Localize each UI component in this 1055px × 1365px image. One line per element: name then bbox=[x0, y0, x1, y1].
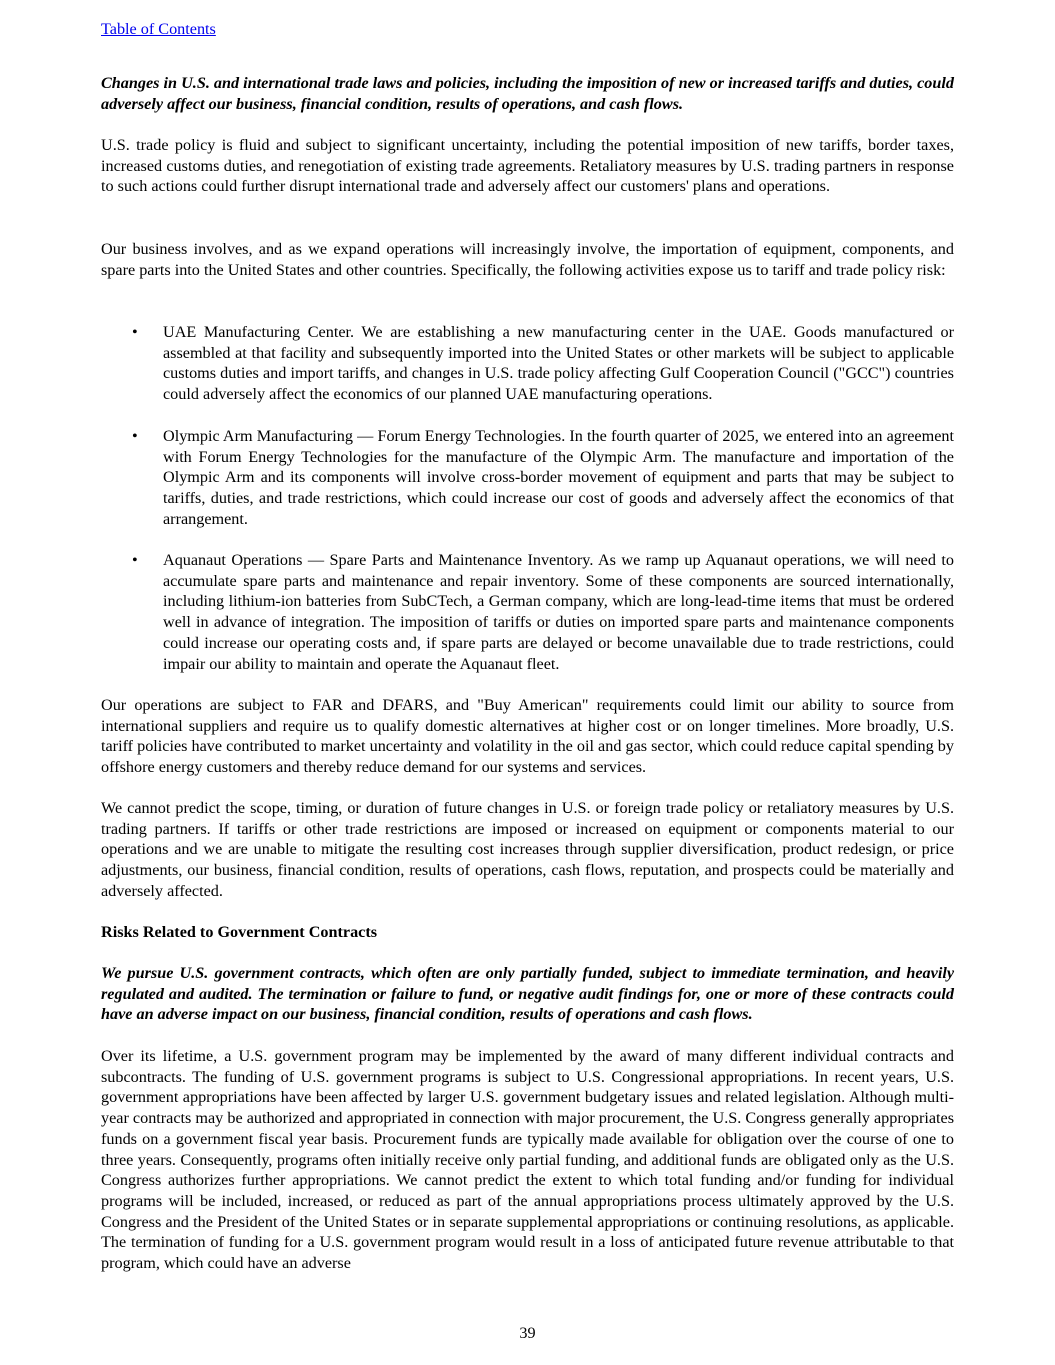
government-contracts-heading: We pursue U.S. government contracts, which often are only partially funded, subject to immediate termination, and heavily regulated and audited. The termination or failure to fund, or negative audit findings for, one or more of these contracts could have an adverse impact on our business, financial condition, results of operations and cash flows. bbox=[101, 964, 954, 1024]
bullet-icon: • bbox=[132, 551, 138, 569]
government-contracts-section-title: Risks Related to Government Contracts bbox=[101, 923, 378, 941]
table-of-contents-link[interactable]: Table of Contents bbox=[101, 20, 216, 38]
government-program-paragraph: Over its lifetime, a U.S. government program may be implemented by the award of many different individual contracts and subcontracts. The funding of U.S. government programs is subject to U.S. Congressional appropriations. In recent years, U.S. government appropriations have been affected by larger U.S. government budgetary issues and related legislation. Although multi-year contracts may be authorized and appropriated in connection with major procurement, the U.S. Congress generally appropriates funds on a government fiscal year basis. Procurement funds are typically made available for obligation over the course of one to three years. Consequently, programs often initially receive only partial funding, and additional funds are obligated only as the U.S. Congress authorizes further appropriations. We cannot predict the extent to which total funding and/or funding for individual programs will be included, increased, or reduced as part of the annual appropriations process ultimately approved by the U.S. Congress and the President of the United States or in separate supplemental appropriations or continuing resolutions, as applicable. The termination of funding for a U.S. government program would result in a loss of anticipated future revenue attributable to that program, which could have an adverse bbox=[101, 1047, 954, 1273]
bullet-icon: • bbox=[132, 323, 138, 341]
trade-outlook-paragraph: We cannot predict the scope, timing, or duration of future changes in U.S. or foreign trade policy or retaliatory measures by U.S. trading partners. If tariffs or other trade restrictions are imposed or increased on equipment or components material to our operations and we are unable to mitigate the resulting cost increases through supplier diversification, product redesign, or price adjustments, our business, financial condition, results of operations, cash flows, reputation, and prospects could be materially and adversely affected. bbox=[101, 799, 954, 900]
page-number: 39 bbox=[519, 1324, 536, 1342]
trade-risk-heading: Changes in U.S. and international trade laws and policies, including the imposition of new or increased tariffs and duties, could adversely affect our business, financial condition, results of operations, and cash flows. bbox=[101, 74, 954, 113]
bullet-icon: • bbox=[132, 427, 138, 445]
trade-policy-paragraph: U.S. trade policy is fluid and subject to significant uncertainty, including the potential imposition of new tariffs, border taxes, increased customs duties, and renegotiation of existing trade agreements. Retaliatory measures by U.S. trading partners in response to such actions could further disrupt international trade and adversely affect our customers' plans and operations. bbox=[101, 136, 954, 196]
bullet-text: UAE Manufacturing Center. We are establishing a new manufacturing center in the UAE. Goods manufactured or assembled at that facility and subsequently imported into the United States or other markets will be subject to applicable customs duties and import tariffs, and changes in U.S. trade policy affecting Gulf Cooperation Council ("GCC") countries could adversely affect the economics of our planned UAE manufacturing operations. bbox=[163, 323, 954, 404]
importation-paragraph: Our business involves, and as we expand operations will increasingly involve, the importation of equipment, components, and spare parts into the United States and other countries. Specifically, the following activities expose us to tariff and trade policy risk: bbox=[101, 240, 954, 279]
far-dfars-paragraph: Our operations are subject to FAR and DFARS, and "Buy American" requirements could limit our ability to source from international suppliers and require us to qualify domestic alternatives at higher cost or on longer timelines. More broadly, U.S. tariff policies have contributed to market uncertainty and volatility in the oil and gas sector, which could reduce capital spending by offshore energy customers and thereby reduce demand for our systems and services. bbox=[101, 696, 954, 777]
bullet-text: Olympic Arm Manufacturing — Forum Energy Technologies. In the fourth quarter of 2025, we entered into an agreement with Forum Energy Technologies for the manufacture of the Olympic Arm. The manufacture and importation of the Olympic Arm and its components will involve cross-border movement of equipment and parts that may be subject to tariffs, duties, and trade restrictions, which could increase our cost of goods and adversely affect the economics of that arrangement. bbox=[163, 427, 954, 528]
bullet-text: Aquanaut Operations — Spare Parts and Maintenance Inventory. As we ramp up Aquanaut operations, we will need to accumulate spare parts and maintenance and repair inventory. Some of these components are sourced internationally, including lithium-ion batteries from SubCTech, a German company, which are long-lead-time items that must be ordered well in advance of integration. The imposition of tariffs or duties on imported spare parts and maintenance components could increase our operating costs and, if spare parts are delayed or become unavailable due to trade restrictions, could impair our ability to maintain and operate the Aquanaut fleet. bbox=[163, 551, 954, 673]
